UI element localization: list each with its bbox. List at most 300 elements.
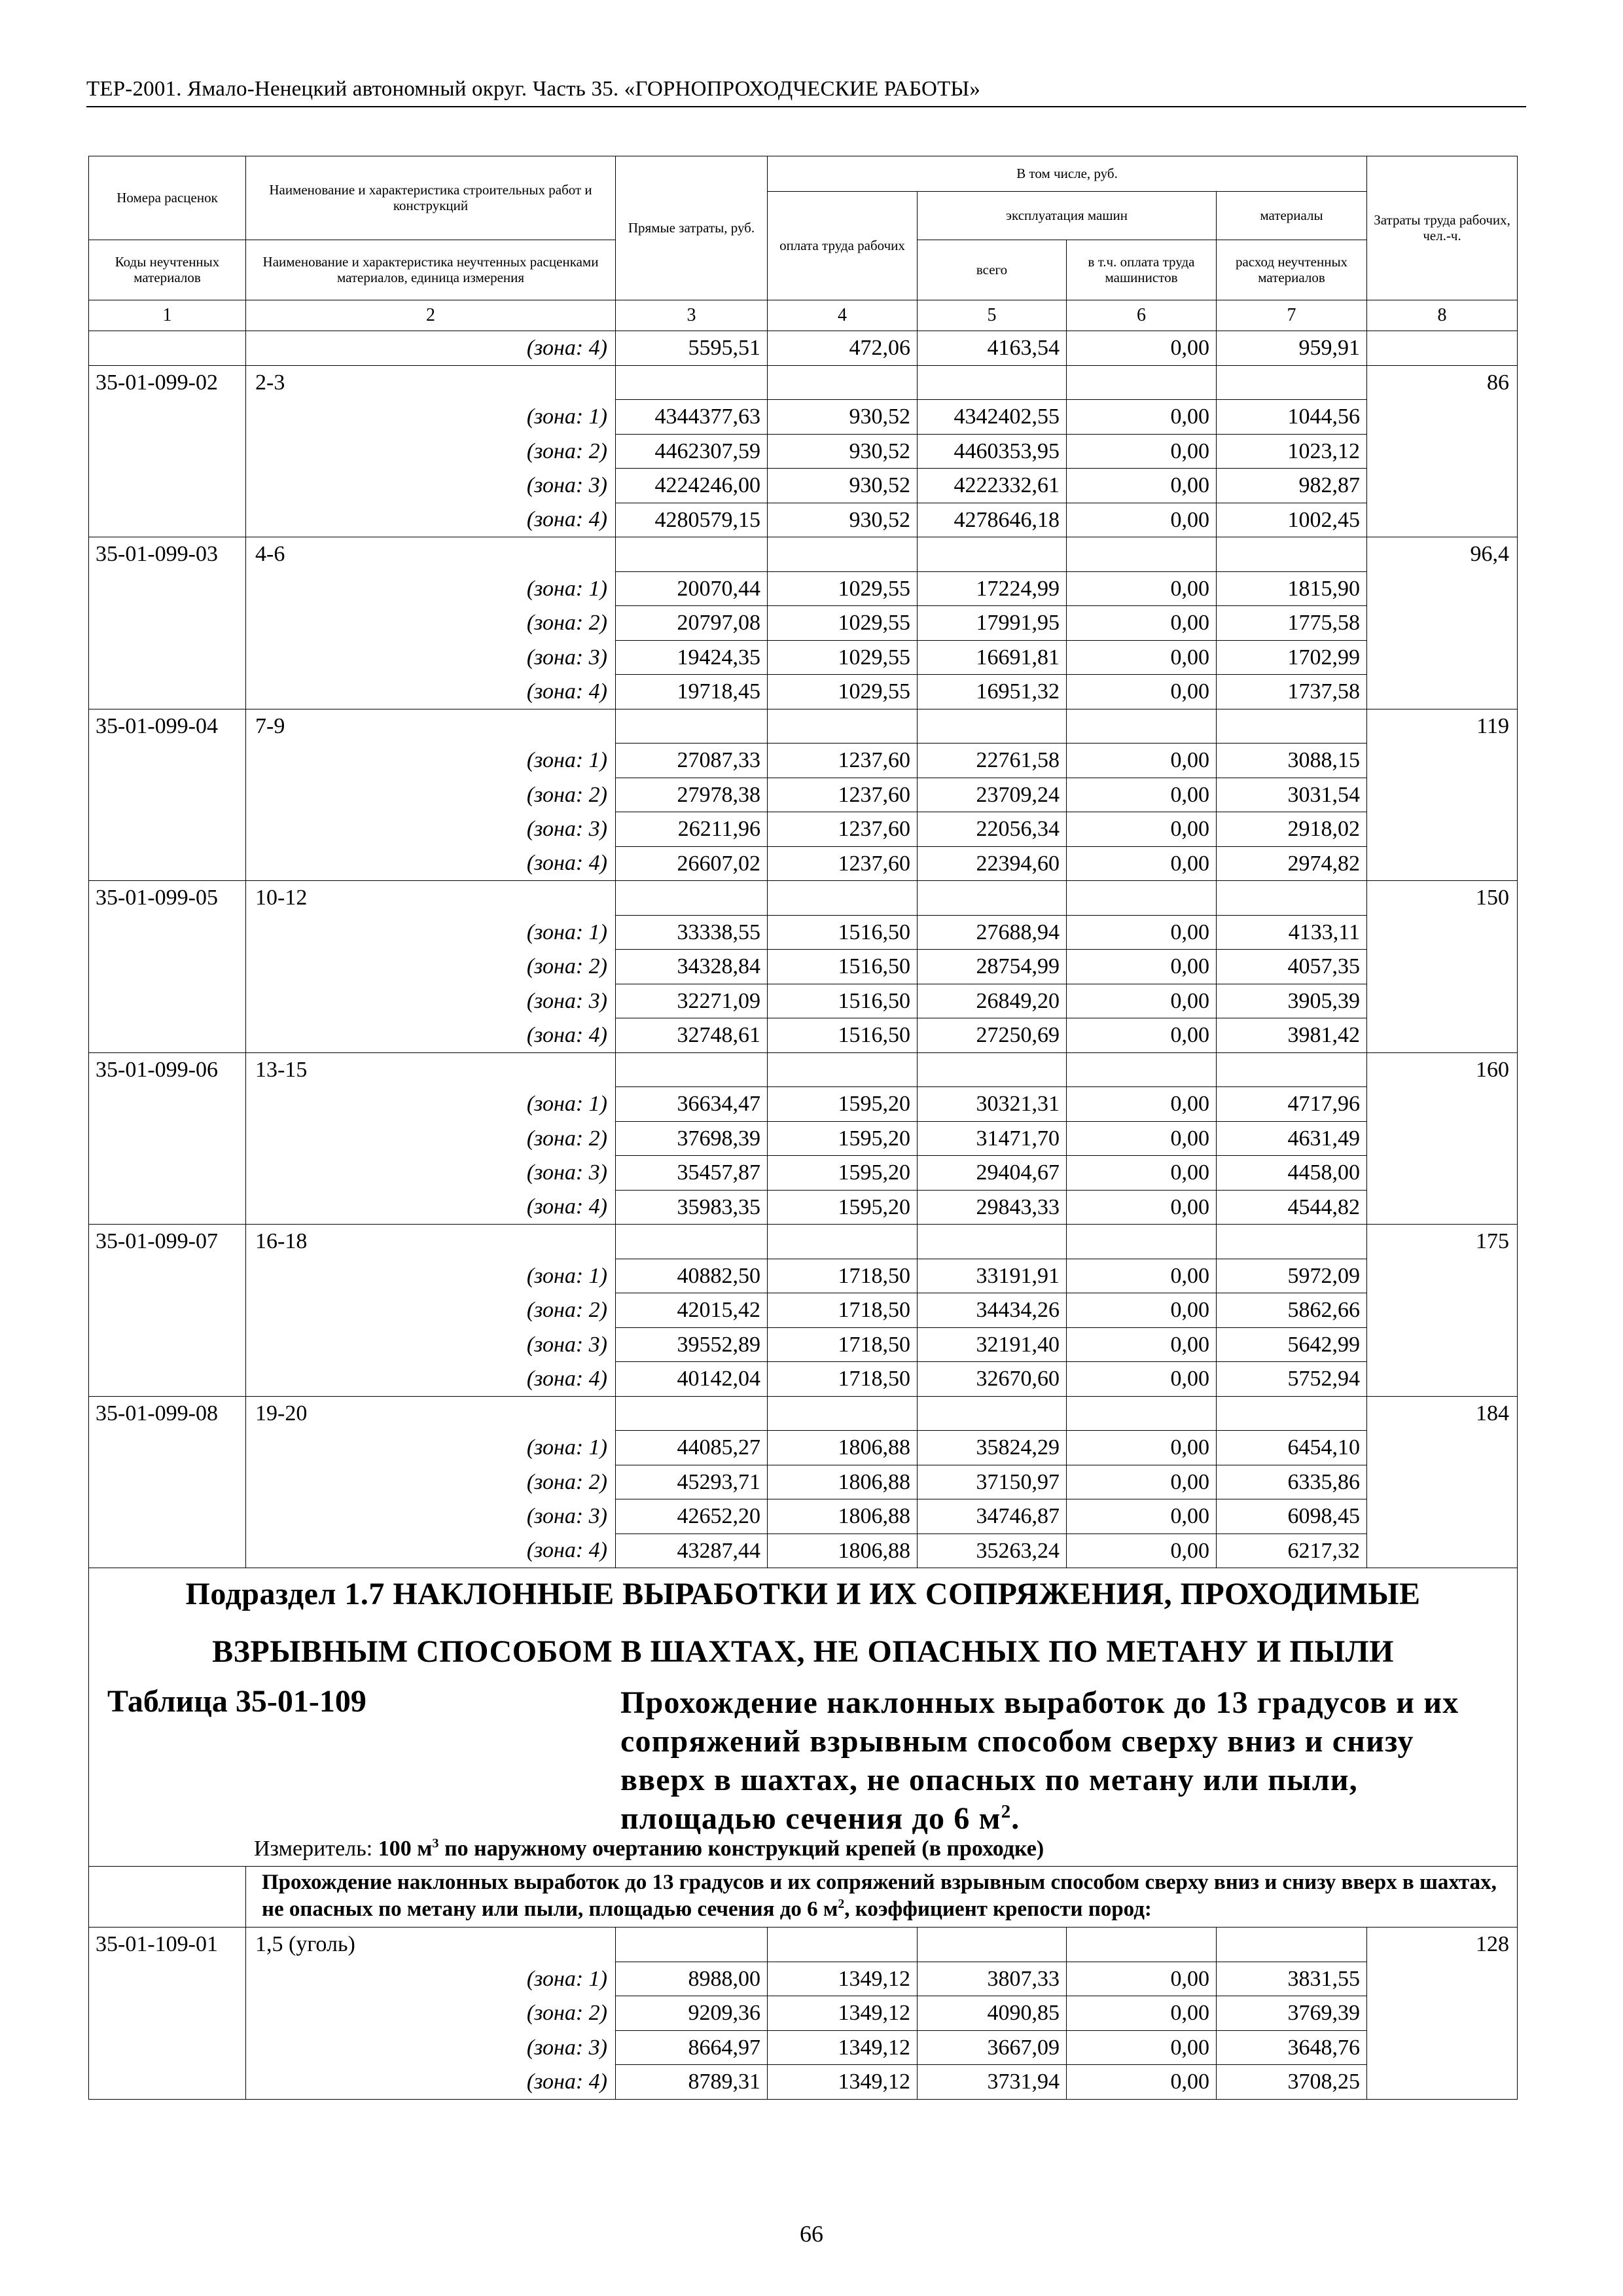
zone-label: (зона: 3) [246,2030,616,2065]
machines-total-cell: 22761,58 [918,744,1067,778]
zone-label: (зона: 1) [246,915,616,950]
zone-label: (зона: 1) [246,1087,616,1122]
rate-group-row [89,537,1518,572]
header-rate-number: Номера расценок [89,156,246,240]
direct-costs-cell: 19718,45 [616,675,768,709]
labor-cost: 184 [1367,1396,1518,1431]
header-material-consumption: расход неучтенных материалов [1217,240,1367,300]
operator-pay-cell: 0,00 [1067,331,1217,366]
column-number: 7 [1217,300,1367,331]
materials-cell: 4631,49 [1217,1121,1367,1156]
materials-cell: 6335,86 [1217,1465,1367,1499]
worker-pay-cell: 1718,50 [768,1259,918,1293]
condition-row [89,1867,1518,1928]
machines-total-cell: 22394,60 [918,846,1067,881]
materials-cell: 3769,39 [1217,1996,1367,2031]
worker-pay-cell: 930,52 [768,400,918,435]
machines-total-cell: 4460353,95 [918,434,1067,469]
worker-pay-cell: 1029,55 [768,640,918,675]
zone-row [89,846,1518,881]
machines-total-cell: 3731,94 [918,2065,1067,2100]
materials-cell: 4133,11 [1217,915,1367,950]
direct-costs-cell: 35457,87 [616,1156,768,1191]
operator-pay-cell: 0,00 [1067,1190,1217,1225]
materials-cell: 5972,09 [1217,1259,1367,1293]
worker-pay-cell: 1237,60 [768,778,918,812]
operator-pay-cell: 0,00 [1067,1087,1217,1122]
rate-code: 35-01-099-08 [89,1396,246,1431]
worker-pay-cell: 1806,88 [768,1431,918,1465]
rate-code: 35-01-099-06 [89,1052,246,1087]
materials-cell: 4057,35 [1217,950,1367,984]
machines-total-cell: 35824,29 [918,1431,1067,1465]
subsection-block [89,1568,1518,1867]
worker-pay-cell: 1237,60 [768,846,918,881]
operator-pay-cell: 0,00 [1067,744,1217,778]
materials-cell: 3031,54 [1217,778,1367,812]
zone-row [89,1018,1518,1053]
worker-pay-cell: 1516,50 [768,950,918,984]
direct-costs-cell: 37698,39 [616,1121,768,1156]
worker-pay-cell: 1349,12 [768,2030,918,2065]
direct-costs-cell: 42015,42 [616,1293,768,1328]
zone-row [89,469,1518,503]
rate-code: 35-01-099-07 [89,1225,246,1259]
worker-pay-cell: 1349,12 [768,1962,918,1996]
zone-row [89,1962,1518,1996]
zone-label: (зона: 3) [246,984,616,1018]
materials-cell: 6098,45 [1217,1499,1367,1534]
zone-row [89,1431,1518,1465]
header-labor-costs: Затраты труда рабочих, чел.-ч. [1367,156,1518,300]
zone-row [89,1996,1518,2031]
zone-label: (зона: 2) [246,434,616,469]
zone-row [89,640,1518,675]
operator-pay-cell: 0,00 [1067,950,1217,984]
rate-group-row [89,1225,1518,1259]
worker-pay-cell: 930,52 [768,434,918,469]
materials-cell: 2974,82 [1217,846,1367,881]
machines-total-cell: 3807,33 [918,1962,1067,1996]
zone-row [89,503,1518,537]
column-number: 5 [918,300,1067,331]
machines-total-cell: 17224,99 [918,571,1067,606]
rate-code: 35-01-109-01 [89,1928,246,1962]
zone-label: (зона: 1) [246,1431,616,1465]
table-body-099 [89,331,1518,1568]
worker-pay-cell: 1806,88 [768,1534,918,1568]
machines-total-cell: 35263,24 [918,1534,1067,1568]
machines-total-cell: 17991,95 [918,606,1067,641]
machines-total-cell: 4090,85 [918,1996,1067,2031]
zone-label: (зона: 3) [246,1327,616,1362]
zone-label: (зона: 2) [246,950,616,984]
materials-cell: 6217,32 [1217,1534,1367,1568]
direct-costs-cell: 33338,55 [616,915,768,950]
zone-row [89,1362,1518,1397]
subsection-title [89,1566,1517,1681]
materials-cell: 3981,42 [1217,1018,1367,1053]
zone-label: (зона: 4) [246,675,616,709]
operator-pay-cell: 0,00 [1067,1293,1217,1328]
labor-cost: 119 [1367,709,1518,744]
machines-total-cell: 4222332,61 [918,469,1067,503]
machines-total-cell: 16951,32 [918,675,1067,709]
operator-pay-cell: 0,00 [1067,571,1217,606]
machines-total-cell: 34746,87 [918,1499,1067,1534]
worker-pay-cell: 1595,20 [768,1121,918,1156]
worker-pay-cell: 1806,88 [768,1465,918,1499]
labor-cost: 96,4 [1367,537,1518,572]
materials-cell: 6454,10 [1217,1431,1367,1465]
operator-pay-cell: 0,00 [1067,1465,1217,1499]
zone-label: (зона: 4) [246,331,616,366]
direct-costs-cell: 20797,08 [616,606,768,641]
zone-row [89,778,1518,812]
rate-group-row [89,1396,1518,1431]
direct-costs-cell: 32748,61 [616,1018,768,1053]
materials-cell: 2918,02 [1217,812,1367,847]
machines-total-cell: 29404,67 [918,1156,1067,1191]
worker-pay-cell: 1595,20 [768,1190,918,1225]
measurement-unit: Измеритель: 100 $м^3$ по наружному очертанию конструкций крепей (в проходке) [254,1836,1044,1861]
table-description: Прохождение наклонных выработок до 13 градусов и их сопряжений взрывным способом сверху вниз и снизу вверх в шахтах, не опасных по метану или пыли, площадью сечения до 6 $м^2$. [620,1685,1459,1836]
materials-cell: 3905,39 [1217,984,1367,1018]
column-number: 8 [1367,300,1518,331]
operator-pay-cell: 0,00 [1067,984,1217,1018]
operator-pay-cell: 0,00 [1067,640,1217,675]
operator-pay-cell: 0,00 [1067,915,1217,950]
zone-label: (зона: 2) [246,778,616,812]
worker-pay-cell: 930,52 [768,503,918,537]
zone-label: (зона: 2) [246,1996,616,2031]
zone-label: (зона: 1) [246,1962,616,1996]
table-id: Таблица 35-01-109 [107,1684,366,1719]
zone-label: (зона: 3) [246,469,616,503]
direct-costs-cell: 4462307,59 [616,434,768,469]
direct-costs-cell: 32271,09 [616,984,768,1018]
operator-pay-cell: 0,00 [1067,1018,1217,1053]
materials-cell: 5642,99 [1217,1327,1367,1362]
zone-label: (зона: 1) [246,744,616,778]
zone-row [89,1087,1518,1122]
worker-pay-cell: 930,52 [768,469,918,503]
header-work-name: Наименование и характеристика строительных работ и конструкций [246,156,616,240]
zone-label: (зона: 3) [246,812,616,847]
operator-pay-cell: 0,00 [1067,1996,1217,2031]
materials-cell: 4458,00 [1217,1156,1367,1191]
operator-pay-cell: 0,00 [1067,503,1217,537]
materials-cell: 4717,96 [1217,1087,1367,1122]
machines-total-cell: 29843,33 [918,1190,1067,1225]
column-number: 1 [89,300,246,331]
labor-cost: 160 [1367,1052,1518,1087]
rate-code: 35-01-099-03 [89,537,246,572]
zone-row [89,1534,1518,1568]
machines-total-cell: 32670,60 [918,1362,1067,1397]
machines-total-cell: 3667,09 [918,2030,1067,2065]
rate-group-row [89,1052,1518,1087]
worker-pay-cell: 1516,50 [768,984,918,1018]
page-number: 66 [800,2221,823,2247]
machines-total-cell: 33191,91 [918,1259,1067,1293]
operator-pay-cell: 0,00 [1067,1534,1217,1568]
direct-costs-cell: 20070,44 [616,571,768,606]
operator-pay-cell: 0,00 [1067,1121,1217,1156]
header-including: В том числе, руб. [768,156,1367,192]
labor-cost: 150 [1367,881,1518,916]
materials-cell: 982,87 [1217,469,1367,503]
direct-costs-cell: 27978,38 [616,778,768,812]
running-head: ТЕР-2001. Ямало-Ненецкий автономный округ. Часть 35. «ГОРНОПРОХОДЧЕСКИЕ РАБОТЫ» [86,77,981,101]
machines-total-cell: 32191,40 [918,1327,1067,1362]
zone-label: (зона: 4) [246,846,616,881]
machines-total-cell: 4278646,18 [918,503,1067,537]
subsection-title-line: ВЗРЫВНЫМ СПОСОБОМ В ШАХТАХ, НЕ ОПАСНЫХ ПО МЕТАНУ И ПЫЛИ [212,1634,1394,1669]
rate-group-row [89,709,1518,744]
machines-total-cell: 27688,94 [918,915,1067,950]
operator-pay-cell: 0,00 [1067,675,1217,709]
zone-row [89,1190,1518,1225]
zone-row [89,915,1518,950]
operator-pay-cell: 0,00 [1067,400,1217,435]
machines-total-cell: 37150,97 [918,1465,1067,1499]
column-number: 3 [616,300,768,331]
header-material-codes: Коды неучтенных материалов [89,240,246,300]
direct-costs-cell: 40142,04 [616,1362,768,1397]
zone-label: (зона: 1) [246,400,616,435]
header-material-names: Наименование и характеристика неучтенных расценками материалов, единица измерения [246,240,616,300]
table-row [89,331,1518,366]
operator-pay-cell: 0,00 [1067,434,1217,469]
operator-pay-cell: 0,00 [1067,1259,1217,1293]
materials-cell: 1737,58 [1217,675,1367,709]
worker-pay-cell: 1516,50 [768,1018,918,1053]
worker-pay-cell: 472,06 [768,331,918,366]
zone-row [89,1259,1518,1293]
materials-cell: 1044,56 [1217,400,1367,435]
zone-row [89,2030,1518,2065]
rate-name: 1,5 (уголь) [246,1928,616,1962]
zone-row [89,1327,1518,1362]
materials-cell: 959,91 [1217,331,1367,366]
machines-total-cell: 16691,81 [918,640,1067,675]
materials-cell: 1002,45 [1217,503,1367,537]
zone-label: (зона: 4) [246,1534,616,1568]
zone-label: (зона: 3) [246,1156,616,1191]
rate-code: 35-01-099-04 [89,709,246,744]
rate-name: 10-12 [246,881,616,916]
zone-row [89,400,1518,435]
operator-pay-cell: 0,00 [1067,1362,1217,1397]
materials-cell: 3648,76 [1217,2030,1367,2065]
table-body-109 [89,1928,1518,2100]
zone-label: (зона: 2) [246,1465,616,1499]
direct-costs-cell: 4344377,63 [616,400,768,435]
rate-code: 35-01-099-05 [89,881,246,916]
zone-row [89,2065,1518,2100]
zone-label: (зона: 4) [246,1190,616,1225]
materials-cell: 1023,12 [1217,434,1367,469]
zone-label: (зона: 2) [246,1121,616,1156]
direct-costs-cell: 27087,33 [616,744,768,778]
materials-cell: 3708,25 [1217,2065,1367,2100]
zone-row [89,1121,1518,1156]
header-rule [86,106,1526,107]
direct-costs-cell: 4224246,00 [616,469,768,503]
machines-total-cell: 30321,31 [918,1087,1067,1122]
zone-row [89,812,1518,847]
operator-pay-cell: 0,00 [1067,606,1217,641]
zone-row [89,571,1518,606]
direct-costs-cell: 8664,97 [616,2030,768,2065]
direct-costs-cell: 45293,71 [616,1465,768,1499]
materials-cell: 5862,66 [1217,1293,1367,1328]
column-number: 6 [1067,300,1217,331]
rates-table [88,156,1518,2100]
zone-label: (зона: 1) [246,571,616,606]
worker-pay-cell: 1718,50 [768,1293,918,1328]
column-numbers-row [89,300,1518,331]
operator-pay-cell: 0,00 [1067,469,1217,503]
column-number: 4 [768,300,918,331]
worker-pay-cell: 1029,55 [768,571,918,606]
direct-costs-cell: 8988,00 [616,1962,768,1996]
machines-total-cell: 23709,24 [918,778,1067,812]
operator-pay-cell: 0,00 [1067,2065,1217,2100]
worker-pay-cell: 1029,55 [768,675,918,709]
zone-label: (зона: 4) [246,1018,616,1053]
direct-costs-cell: 35983,35 [616,1190,768,1225]
worker-pay-cell: 1595,20 [768,1087,918,1122]
zone-row [89,1465,1518,1499]
labor-cost: 86 [1367,365,1518,400]
direct-costs-cell: 8789,31 [616,2065,768,2100]
rate-name: 13-15 [246,1052,616,1087]
worker-pay-cell: 1718,50 [768,1327,918,1362]
rate-code: 35-01-099-02 [89,365,246,400]
header-worker-pay: оплата труда рабочих [768,192,918,300]
machines-total-cell: 22056,34 [918,812,1067,847]
zone-label: (зона: 1) [246,1259,616,1293]
materials-cell: 3088,15 [1217,744,1367,778]
header-operator-pay: в т.ч. оплата труда машинистов [1067,240,1217,300]
rate-name: 2-3 [246,365,616,400]
worker-pay-cell: 1349,12 [768,2065,918,2100]
labor-cost: 175 [1367,1225,1518,1259]
zone-label: (зона: 3) [246,640,616,675]
direct-costs-cell: 4280579,15 [616,503,768,537]
direct-costs-cell: 36634,47 [616,1087,768,1122]
rate-name: 19-20 [246,1396,616,1431]
materials-cell: 5752,94 [1217,1362,1367,1397]
direct-costs-cell: 19424,35 [616,640,768,675]
zone-label: (зона: 4) [246,2065,616,2100]
zone-label: (зона: 4) [246,503,616,537]
worker-pay-cell: 1237,60 [768,744,918,778]
direct-costs-cell: 5595,51 [616,331,768,366]
subsection-title-line: Подраздел 1.7 НАКЛОННЫЕ ВЫРАБОТКИ И ИХ СОПРЯЖЕНИЯ, ПРОХОДИМЫЕ [185,1577,1421,1611]
zone-row [89,744,1518,778]
operator-pay-cell: 0,00 [1067,1499,1217,1534]
zone-label: (зона: 2) [246,606,616,641]
header-machines: эксплуатация машин [918,192,1217,240]
direct-costs-cell: 42652,20 [616,1499,768,1534]
zone-label: (зона: 2) [246,1293,616,1328]
operator-pay-cell: 0,00 [1067,846,1217,881]
operator-pay-cell: 0,00 [1067,2030,1217,2065]
zone-row [89,1293,1518,1328]
direct-costs-cell: 26607,02 [616,846,768,881]
condition-text: Прохождение наклонных выработок до 13 градусов и их сопряжений взрывным способом сверху вниз и снизу вверх в шахтах, не опасных по метану или пыли, площадью сечения до 6 $м^2$, коэффициент крепости пород: [246,1867,1518,1928]
operator-pay-cell: 0,00 [1067,778,1217,812]
rate-name: 7-9 [246,709,616,744]
machines-total-cell: 27250,69 [918,1018,1067,1053]
worker-pay-cell: 1237,60 [768,812,918,847]
direct-costs-cell: 44085,27 [616,1431,768,1465]
rate-group-row [89,1928,1518,1962]
header-direct-costs: Прямые затраты, руб. [616,156,768,300]
labor-cost: 128 [1367,1928,1518,1962]
zone-row [89,675,1518,709]
machines-total-cell: 31471,70 [918,1121,1067,1156]
column-number: 2 [246,300,616,331]
worker-pay-cell: 1595,20 [768,1156,918,1191]
zone-row [89,606,1518,641]
materials-cell: 4544,82 [1217,1190,1367,1225]
machines-total-cell: 34434,26 [918,1293,1067,1328]
machines-total-cell: 4163,54 [918,331,1067,366]
worker-pay-cell: 1516,50 [768,915,918,950]
operator-pay-cell: 0,00 [1067,1431,1217,1465]
direct-costs-cell: 39552,89 [616,1327,768,1362]
machines-total-cell: 4342402,55 [918,400,1067,435]
materials-cell: 1775,58 [1217,606,1367,641]
header-machines-total: всего [918,240,1067,300]
zone-row [89,984,1518,1018]
operator-pay-cell: 0,00 [1067,1327,1217,1362]
header-row-1 [89,156,1518,192]
zone-row [89,434,1518,469]
operator-pay-cell: 0,00 [1067,1156,1217,1191]
materials-cell: 1702,99 [1217,640,1367,675]
operator-pay-cell: 0,00 [1067,1962,1217,1996]
worker-pay-cell: 1718,50 [768,1362,918,1397]
zone-row [89,950,1518,984]
rate-name: 4-6 [246,537,616,572]
rate-group-row [89,881,1518,916]
direct-costs-cell: 26211,96 [616,812,768,847]
operator-pay-cell: 0,00 [1067,812,1217,847]
machines-total-cell: 26849,20 [918,984,1067,1018]
rate-name: 16-18 [246,1225,616,1259]
direct-costs-cell: 40882,50 [616,1259,768,1293]
zone-row [89,1499,1518,1534]
direct-costs-cell: 9209,36 [616,1996,768,2031]
rate-group-row [89,365,1518,400]
zone-label: (зона: 4) [246,1362,616,1397]
worker-pay-cell: 1029,55 [768,606,918,641]
machines-total-cell: 28754,99 [918,950,1067,984]
materials-cell: 1815,90 [1217,571,1367,606]
materials-cell: 3831,55 [1217,1962,1367,1996]
direct-costs-cell: 34328,84 [616,950,768,984]
header-materials: материалы [1217,192,1367,240]
worker-pay-cell: 1349,12 [768,1996,918,2031]
direct-costs-cell: 43287,44 [616,1534,768,1568]
zone-row [89,1156,1518,1191]
zone-label: (зона: 3) [246,1499,616,1534]
